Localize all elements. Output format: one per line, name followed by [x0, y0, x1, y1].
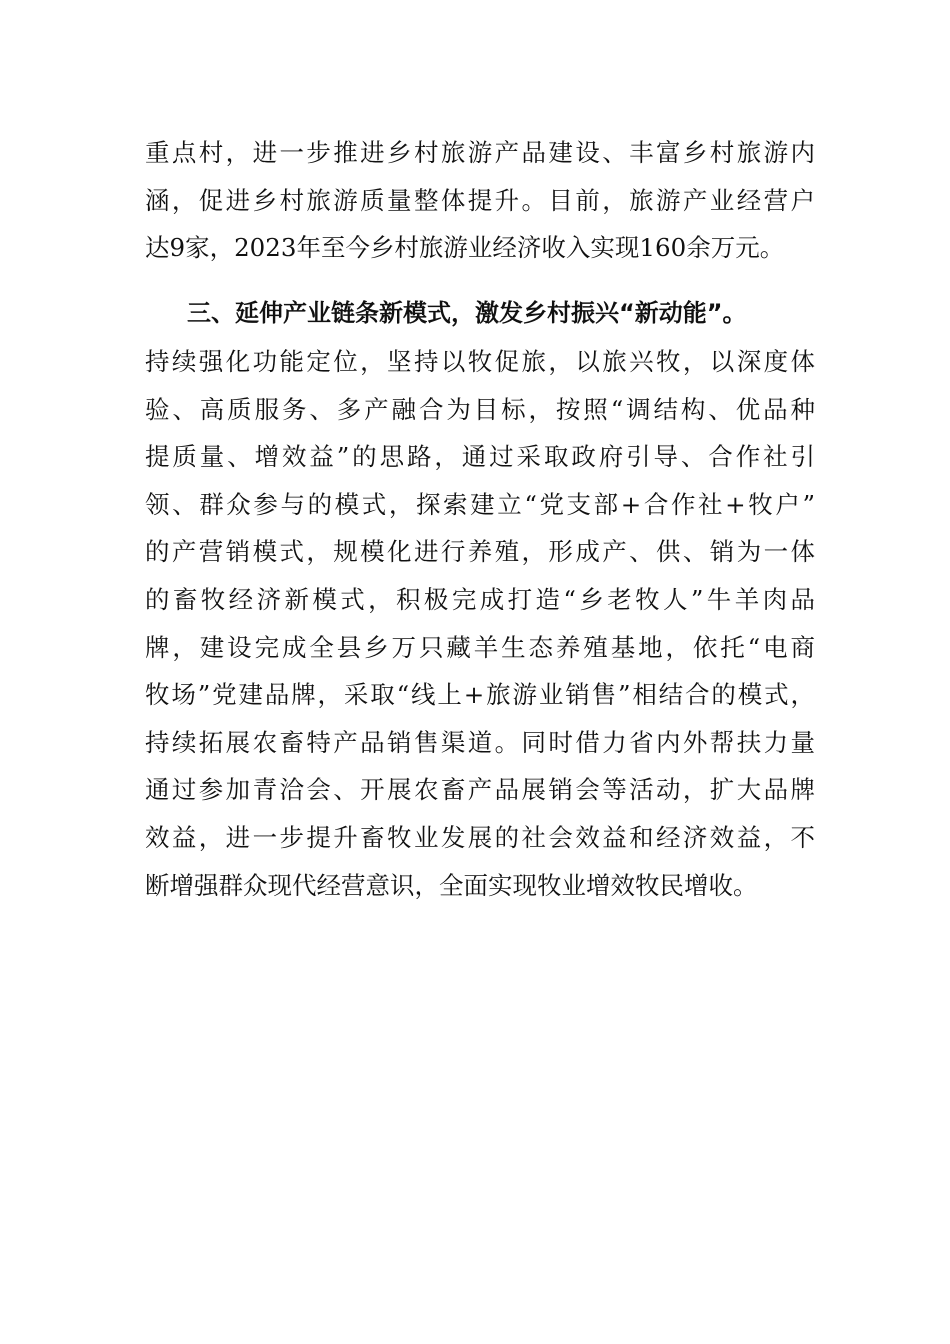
text-line: 提质量、增效益”的思路，通过采取政府引导、合作社引: [145, 442, 815, 472]
text-line: 的畜牧经济新模式，积极完成打造“乡老牧人”牛羊肉品: [145, 584, 815, 614]
text-line: 达9家，2023年至今乡村旅游业经济收入实现160余万元。: [145, 233, 785, 263]
text-line: 持续强化功能定位，坚持以牧促旅，以旅兴牧，以深度体: [145, 347, 815, 376]
text-line: 涵，促进乡村旅游质量整体提升。目前，旅游产业经营户: [145, 185, 815, 215]
text-line: 持续拓展农畜特产品销售渠道。同时借力省内外帮扶力量: [145, 727, 815, 757]
text-line: 重点村，进一步推进乡村旅游产品建设、丰富乡村旅游内: [145, 138, 815, 167]
text-line: 牌，建设完成全县乡万只藏羊生态养殖基地，依托“电商: [145, 632, 815, 662]
paragraph-rural-tourism: [145, 129, 815, 272]
section-heading: 三、延伸产业链条新模式，激发乡村振兴“新动能”。: [187, 299, 747, 327]
text-line: 牧场”党建品牌，采取“线上+旅游业销售”相结合的模式，: [145, 680, 815, 710]
text-line: 验、高质服务、多产融合为目标，按照“调结构、优品种: [145, 394, 815, 424]
text-line: 领、群众参与的模式，探索建立“党支部+合作社+牧户”: [145, 489, 815, 519]
text-line: 的产营销模式，规模化进行养殖，形成产、供、销为一体: [145, 537, 815, 567]
text-line: 断增强群众现代经营意识，全面实现牧业增效牧民增收。: [145, 870, 758, 900]
section-industry-chain: [145, 288, 815, 909]
text-line: 通过参加青洽会、开展农畜产品展销会等活动，扩大品牌: [145, 775, 815, 805]
text-line: 效益，进一步提升畜牧业发展的社会效益和经济效益，不: [145, 822, 815, 852]
